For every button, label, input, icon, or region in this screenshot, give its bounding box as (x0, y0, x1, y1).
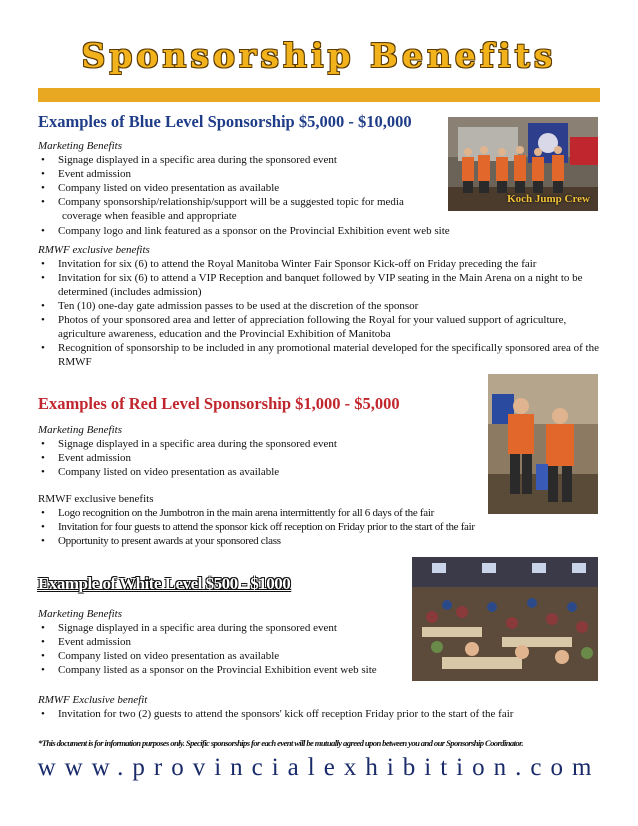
list-item: • Invitation for six (6) to attend a VIP Reception and banquet followed by VIP seating in the Main Arena on a night to be determined (includes admission) (38, 271, 603, 299)
red-exclusive-label: RMWF exclusive benefits (38, 493, 154, 505)
list-item: • Photos of your sponsored area and letter of appreciation following the Royal for your valued support of agriculture, agriculture awareness, education and the Provincial Exhibition of Manitoba (38, 313, 603, 341)
photo-caption: Koch Jump Crew (507, 193, 590, 205)
red-level-section (38, 394, 478, 548)
blue-level-section (38, 112, 458, 238)
blue-marketing-list-end (38, 224, 598, 238)
list-item: • Invitation for six (6) to attend the Royal Manitoba Winter Fair Sponsor Kick-off on Friday preceding the fair (38, 257, 603, 271)
list-item: • Event admission (38, 167, 458, 181)
list-item: • Signage displayed in a specific area during the sponsored event (38, 621, 458, 635)
list-item: • Event admission (38, 635, 458, 649)
list-item: • Signage displayed in a specific area during the sponsored event (38, 153, 458, 167)
blue-exclusive-list (38, 257, 603, 369)
white-level-heading: Example of White Level $500 - $1000 (38, 574, 291, 593)
disclaimer-footnote: *This document is for information purposes only. Specific sponsorships for each event will be mutually agreed upon between you and our Sponsorship Coordinator. (38, 738, 523, 748)
red-level-photo (488, 374, 598, 514)
white-exclusive-list (38, 707, 603, 721)
white-level-photo (412, 557, 598, 681)
list-item: • Opportunity to present awards at your sponsored class (38, 534, 478, 548)
blue-exclusive-section (38, 240, 603, 369)
list-item: • Event admission (38, 451, 478, 465)
website-url[interactable]: www.provincialexhibition.com (37, 754, 601, 781)
list-item-continuation: coverage when feasible and appropriate (62, 210, 237, 222)
list-item: • Company listed on video presentation as available (38, 649, 458, 663)
white-marketing-label: Marketing Benefits (38, 608, 123, 620)
white-level-section (38, 574, 458, 677)
koch-jump-crew-photo (448, 117, 598, 211)
list-item: • Company listed as a sponsor on the Provincial Exhibition event web site (38, 663, 458, 677)
blue-marketing-list (38, 153, 458, 209)
white-exclusive-section (38, 690, 603, 721)
list-item: • Company listed on video presentation as available (38, 181, 458, 195)
list-item: • Ten (10) one-day gate admission passes to be used at the discretion of the sponsor (38, 299, 603, 313)
red-level-heading: Examples of Red Level Sponsorship $1,000 - $5,000 (38, 394, 400, 413)
banquet-photo-illustration (412, 557, 598, 681)
page-title: Sponsorship Benefits (81, 36, 557, 75)
white-exclusive-label: RMWF Exclusive benefit (38, 694, 148, 706)
blue-level-heading: Examples of Blue Level Sponsorship $5,000 - $10,000 (38, 112, 412, 131)
blue-marketing-label: Marketing Benefits (38, 140, 123, 152)
blue-exclusive-label: RMWF exclusive benefits (38, 244, 150, 256)
list-item: • Signage displayed in a specific area during the sponsored event (38, 437, 478, 451)
list-item: • Company sponsorship/relationship/support will be a suggested topic for media (38, 195, 458, 209)
title-divider (38, 88, 600, 102)
white-marketing-list (38, 621, 458, 677)
red-exclusive-list (38, 506, 478, 548)
red-marketing-label: Marketing Benefits (38, 424, 123, 436)
list-item: • Invitation for two (2) guests to attend the sponsors' kick off reception Friday prior to the start of the fair (38, 707, 603, 721)
red-marketing-list (38, 437, 478, 479)
list-item: • Company listed on video presentation as available (38, 465, 478, 479)
list-item: • Recognition of sponsorship to be included in any promotional material developed for the specifically sponsored area of the RMWF (38, 341, 603, 369)
list-item: • Invitation for four guests to attend the sponsor kick off reception on Friday prior to the start of the fair (38, 520, 478, 534)
list-item: • Logo recognition on the Jumbotron in the main arena intermittently for all 6 days of the fair (38, 506, 478, 520)
list-item: • Company logo and link featured as a sponsor on the Provincial Exhibition event web site (38, 224, 598, 238)
volunteers-photo-illustration (488, 374, 598, 514)
